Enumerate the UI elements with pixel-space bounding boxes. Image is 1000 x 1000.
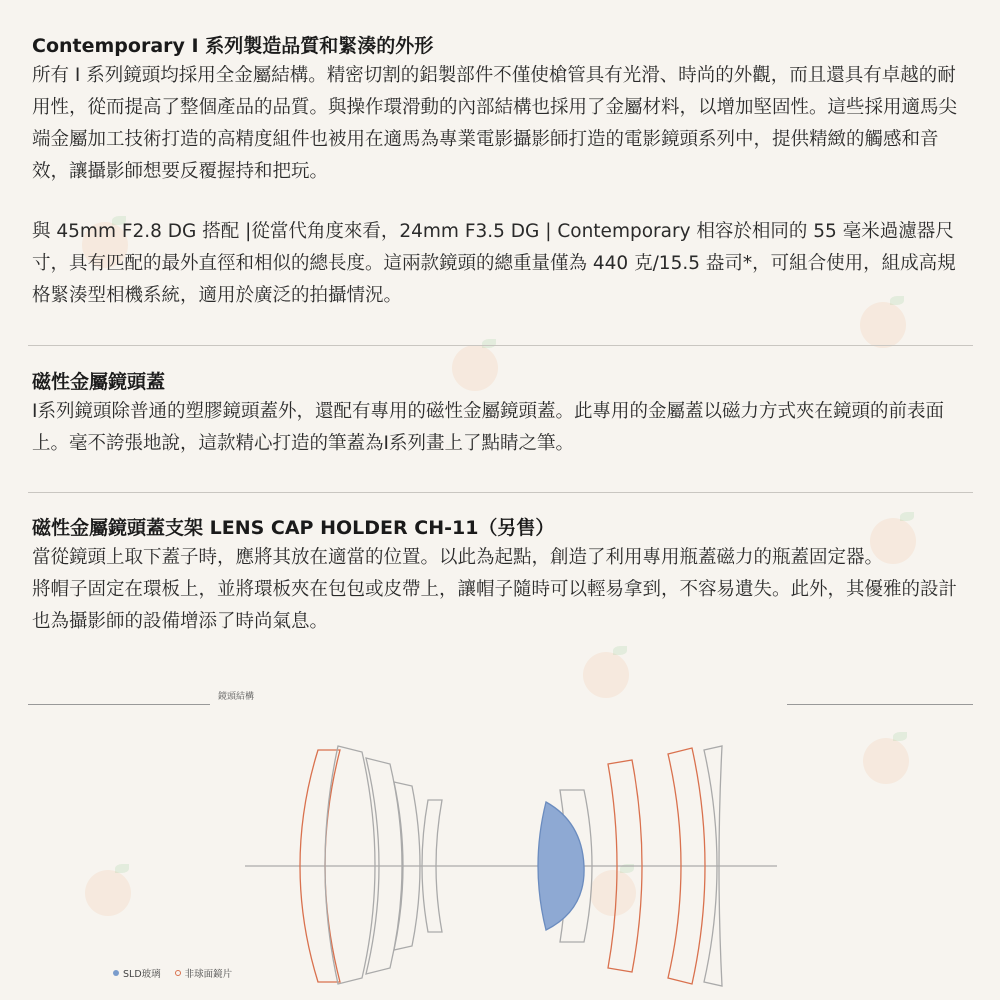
section-title: Contemporary I 系列製造品質和緊湊的外形 bbox=[32, 35, 434, 57]
section-title: 磁性金屬鏡頭蓋支架 LENS CAP HOLDER CH-11（另售） bbox=[32, 517, 555, 539]
divider bbox=[28, 492, 973, 493]
section-magnetic-cap bbox=[32, 368, 972, 460]
section-quality bbox=[32, 32, 972, 312]
diagram-rule-left bbox=[28, 704, 210, 705]
legend-aspherical-label: 非球面鏡片 bbox=[184, 969, 233, 980]
section-cap-holder bbox=[32, 514, 972, 638]
section-paragraph: 將帽子固定在環板上，並將環板夾在包包或皮帶上，讓帽子隨時可以輕易拿到，不容易遺失。此外，其優雅的設計也為攝影師的設備增添了時尚氣息。 bbox=[32, 579, 958, 632]
section-paragraph: 所有 I 系列鏡頭均採用全金屬結構。精密切割的鋁製部件不僅使槍管具有光滑、時尚的外觀，而且還具有卓越的耐用性，從而提高了整個產品的品質。與操作環滑動的內部結構也採用了金屬材料，以增加堅固性。這些採用適馬尖端金屬加工技術打造的高精度組件也被用在適馬為專業電影攝影師打造的電影鏡頭系列中，提供精緻的觸感和音效，讓攝影師想要反覆握持和把玩。 bbox=[32, 65, 958, 182]
diagram-legend bbox=[113, 966, 232, 980]
aspherical-legend-icon bbox=[175, 970, 181, 976]
diagram-caption: 鏡頭結構 bbox=[218, 692, 255, 702]
diagram-rule-right bbox=[787, 704, 973, 705]
section-paragraph: 與 45mm F2.8 DG 搭配 |從當代角度來看，24mm F3.5 DG | Contemporary 相容於相同的 55 毫米過濾器尺寸，具有匹配的最外直徑和相似的總長度。這兩款鏡頭的總重量僅為 440 克/15.5 盎司*，可組合使用，組成高規格緊湊型相機系統，適用於廣泛的拍攝情況。 bbox=[32, 221, 956, 306]
sld-legend-icon bbox=[113, 970, 119, 976]
section-title: 磁性金屬鏡頭蓋 bbox=[32, 371, 166, 393]
divider bbox=[28, 345, 973, 346]
section-paragraph: I系列鏡頭除普通的塑膠鏡頭蓋外，還配有專用的磁性金屬鏡頭蓋。此專用的金屬蓋以磁力方式夾在鏡頭的前表面上。毫不誇張地說，這款精心打造的筆蓋為I系列畫上了點睛之筆。 bbox=[32, 401, 944, 454]
section-paragraph: 當從鏡頭上取下蓋子時，應將其放在適當的位置。以此為起點，創造了利用專用瓶蓋磁力的瓶蓋固定器。 bbox=[32, 547, 884, 568]
lens-element-sld bbox=[538, 802, 584, 930]
lens-structure-diagram bbox=[0, 720, 1000, 990]
legend-sld-label: SLD玻璃 bbox=[123, 969, 161, 980]
watermark-logo bbox=[583, 652, 629, 698]
